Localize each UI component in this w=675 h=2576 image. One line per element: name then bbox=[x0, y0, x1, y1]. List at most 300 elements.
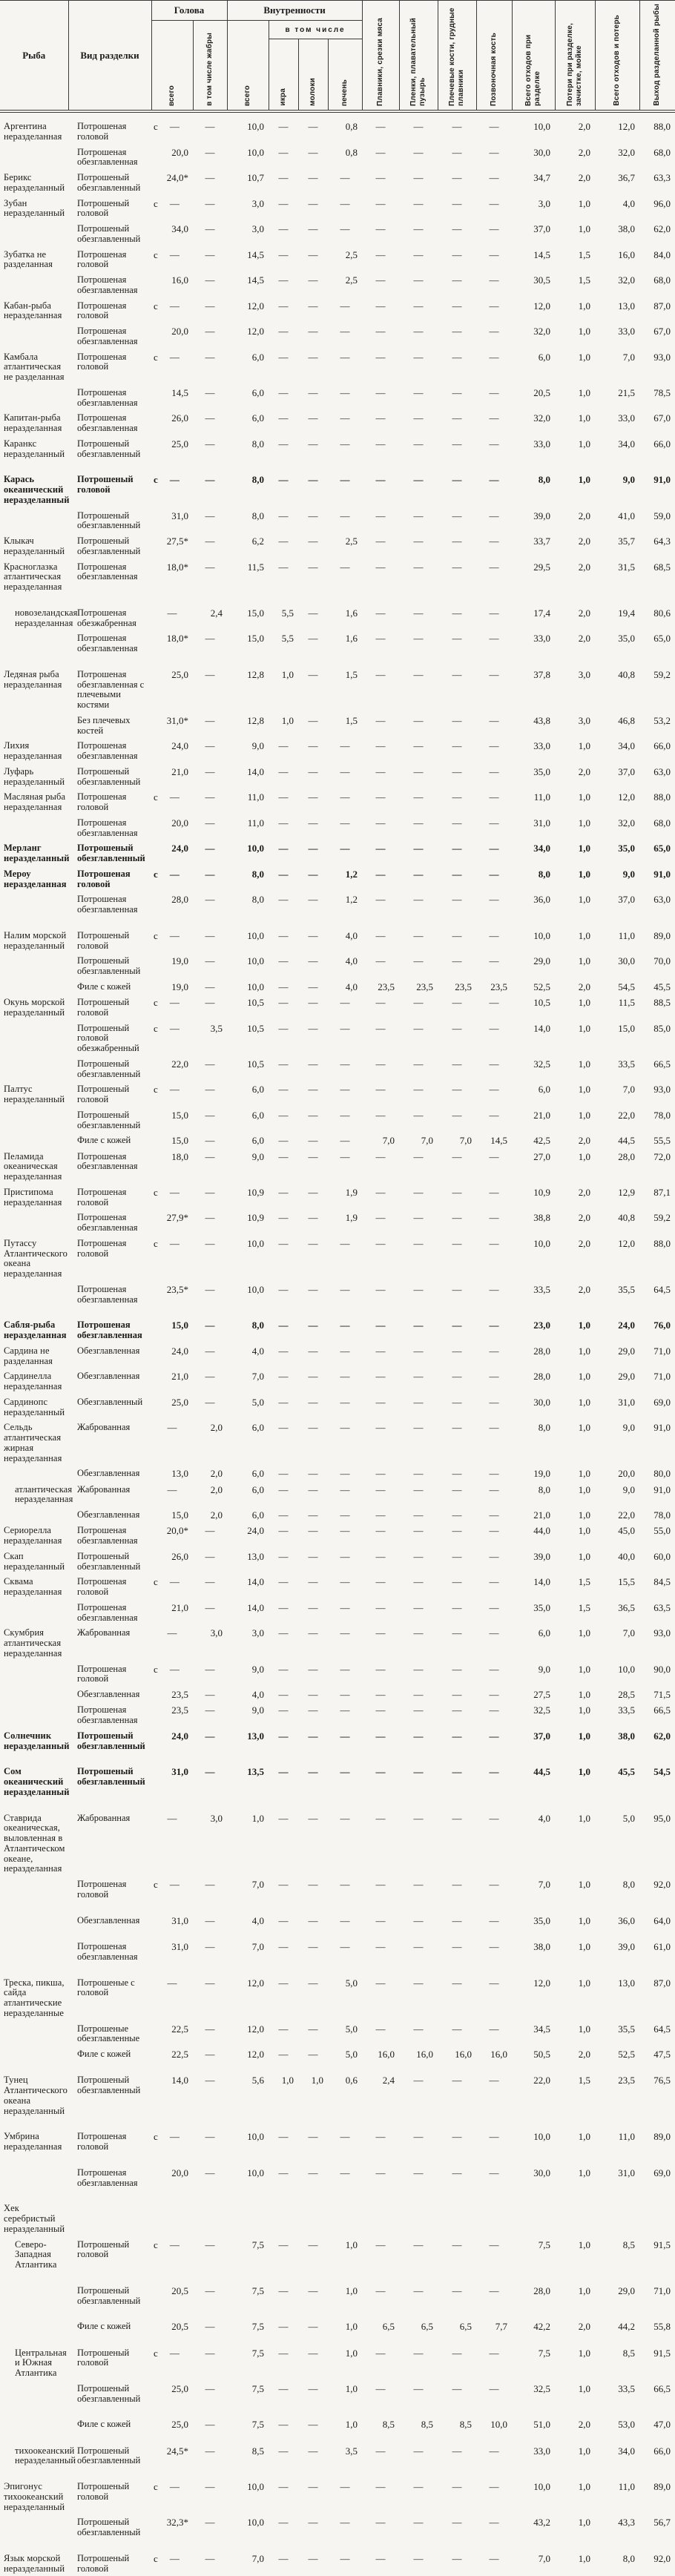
cell-value: 1,0 bbox=[328, 2237, 362, 2273]
cell-value: — bbox=[362, 2155, 399, 2191]
cell-value: с — bbox=[151, 247, 193, 273]
cell-value: 35,0 bbox=[595, 840, 639, 866]
cell-value: 4,0 bbox=[227, 1687, 269, 1702]
cell-value: 32,0 bbox=[595, 272, 639, 298]
cell-value: 1,0 bbox=[555, 1965, 595, 2021]
cell-value: — bbox=[362, 918, 399, 954]
cell-value: 1,0 bbox=[555, 892, 595, 918]
cell-value: 31,0 bbox=[151, 508, 193, 534]
cell-value: 87,0 bbox=[639, 1965, 675, 2021]
cell-value: с — bbox=[151, 2468, 193, 2514]
cell-value: — bbox=[269, 559, 298, 595]
cell-value: — bbox=[151, 1625, 193, 1661]
cell-value: 78,0 bbox=[639, 1507, 675, 1523]
table-row bbox=[0, 789, 675, 815]
table-row bbox=[0, 840, 675, 866]
cell-value: 7,5 bbox=[227, 2406, 269, 2432]
cell-value: — bbox=[362, 2273, 399, 2309]
cell-value: — bbox=[269, 1185, 298, 1210]
cell-value: — bbox=[193, 995, 227, 1021]
cell-value: 15,0 bbox=[151, 1107, 193, 1133]
cell-fish bbox=[0, 2381, 68, 2407]
cell-value: 4,0 bbox=[512, 1800, 555, 1877]
cell-value: — bbox=[193, 1600, 227, 1626]
cell-value: — bbox=[269, 196, 298, 222]
cell-value: 41,0 bbox=[595, 508, 639, 534]
cell-cut: Потрошеный обезглавленный bbox=[68, 1549, 151, 1575]
cell-value: — bbox=[362, 1600, 399, 1626]
cell-value: 4,0 bbox=[227, 1343, 269, 1369]
table-row bbox=[0, 1107, 675, 1133]
cell-value: — bbox=[362, 533, 399, 559]
cell-value: 12,0 bbox=[227, 323, 269, 349]
cell-value: — bbox=[362, 2021, 399, 2047]
cell-value: 5,5 bbox=[269, 630, 298, 656]
col-header-films: Пленки, плавательный пузырь bbox=[399, 1, 438, 111]
cell-cut: Потрошеный обезглавленный bbox=[68, 221, 151, 247]
cell-value: 26,0 bbox=[151, 410, 193, 436]
cell-value: 10,0 bbox=[227, 2118, 269, 2155]
cell-value: 45,5 bbox=[595, 1753, 639, 1799]
cell-value: 12,0 bbox=[227, 298, 269, 324]
cell-value: — bbox=[298, 918, 328, 954]
cell-value: 9,0 bbox=[227, 1702, 269, 1728]
cell-value: с — bbox=[151, 1021, 193, 1056]
cell-value: 33,0 bbox=[595, 410, 639, 436]
cell-fish: Окунь морской неразделанный bbox=[0, 995, 68, 1021]
cell-value: — bbox=[399, 953, 438, 979]
cell-value: — bbox=[269, 323, 298, 349]
cell-value: 1,0 bbox=[555, 1728, 595, 1754]
cell-cut: Потрошеный головой bbox=[68, 1081, 151, 1107]
cell-value: — bbox=[269, 298, 298, 324]
cell-value: — bbox=[269, 1728, 298, 1754]
cell-value: — bbox=[193, 559, 227, 595]
cell-value: 45,5 bbox=[639, 979, 675, 995]
cell-value: 10,0 bbox=[595, 1661, 639, 1687]
cell-value: 52,5 bbox=[512, 979, 555, 995]
cell-value: — bbox=[193, 2046, 227, 2062]
cell-value: — bbox=[193, 2308, 227, 2334]
cell-value: — bbox=[269, 113, 298, 145]
cell-value: 33,5 bbox=[512, 1282, 555, 1308]
cell-fish: Мероу неразделанная bbox=[0, 866, 68, 892]
cell-value: — bbox=[362, 323, 399, 349]
cell-value: 46,8 bbox=[595, 713, 639, 739]
cell-fish bbox=[0, 1661, 68, 1687]
table-row bbox=[0, 410, 675, 436]
cell-value: — bbox=[298, 436, 328, 462]
cell-value: — bbox=[269, 2540, 298, 2576]
cell-value: — bbox=[298, 1903, 328, 1928]
cell-value: 87,0 bbox=[639, 298, 675, 324]
cut-prefix: с bbox=[153, 931, 158, 941]
col-header-spine: Позвоночная кость bbox=[476, 1, 512, 111]
cell-value: 31,0 bbox=[595, 2155, 639, 2191]
cell-value: — bbox=[193, 2468, 227, 2514]
table-row bbox=[0, 979, 675, 995]
cell-value: 5,0 bbox=[328, 2046, 362, 2062]
cell-value: 20,5 bbox=[151, 2273, 193, 2309]
cell-cut: Потрошеная обезглавленная bbox=[68, 738, 151, 764]
cell-value: — bbox=[193, 1149, 227, 1185]
table-row bbox=[0, 196, 675, 222]
cell-value: — bbox=[476, 1728, 512, 1754]
cell-value: — bbox=[438, 1625, 476, 1661]
cell-value: — bbox=[438, 2514, 476, 2540]
table-row bbox=[0, 145, 675, 171]
cell-value: — bbox=[269, 1056, 298, 1082]
cell-value: 28,0 bbox=[595, 1149, 639, 1185]
cell-value: 64,5 bbox=[639, 2021, 675, 2047]
cut-prefix: с bbox=[153, 998, 158, 1008]
cell-value: — bbox=[399, 1021, 438, 1056]
cut-prefix: с bbox=[153, 1664, 158, 1675]
cell-value: — bbox=[399, 2335, 438, 2381]
cell-cut: Потрошеный обезглавленный bbox=[68, 533, 151, 559]
cell-value: — bbox=[476, 2514, 512, 2540]
cell-value: — bbox=[438, 1549, 476, 1575]
col-header-waste-total: Всего отходов при разделке bbox=[512, 1, 555, 111]
cell-value: — bbox=[193, 1056, 227, 1082]
cell-value: — bbox=[476, 1420, 512, 1466]
cell-value: 6,0 bbox=[512, 1625, 555, 1661]
cell-value: 1,0 bbox=[269, 2062, 298, 2118]
cell-value: — bbox=[298, 866, 328, 892]
cell-value: 7,0 bbox=[227, 2540, 269, 2576]
cell-cut: Потрошеная головой bbox=[68, 2118, 151, 2155]
cell-value: — bbox=[438, 1965, 476, 2021]
cell-value: 6,0 bbox=[227, 410, 269, 436]
cell-value: 1,9 bbox=[328, 1185, 362, 1210]
cell-value: — bbox=[438, 1149, 476, 1185]
col-header-fish: Рыба bbox=[0, 1, 68, 111]
cell-fish: Лихия неразделанная bbox=[0, 738, 68, 764]
cell-fish bbox=[0, 1903, 68, 1928]
cell-value: — bbox=[399, 1523, 438, 1549]
cell-value: — bbox=[269, 461, 298, 507]
table-row bbox=[0, 1282, 675, 1308]
cell-value: 31,0 bbox=[595, 1394, 639, 1420]
cell-value: 1,5 bbox=[555, 2062, 595, 2118]
cell-value: — bbox=[298, 1149, 328, 1185]
cell-value: 30,0 bbox=[512, 1394, 555, 1420]
cut-prefix: с bbox=[153, 122, 158, 132]
cell-value: — bbox=[298, 1133, 328, 1148]
table-row bbox=[0, 533, 675, 559]
cell-fish: Скап неразделанный bbox=[0, 1549, 68, 1575]
cell-value: — bbox=[298, 1210, 328, 1236]
cell-fish: атлантическая неразделанная bbox=[0, 1482, 68, 1508]
cell-value: — bbox=[193, 1877, 227, 1903]
cell-value: 31,0 bbox=[151, 1928, 193, 1965]
cell-value: — bbox=[298, 1081, 328, 1107]
cell-value: 84,0 bbox=[639, 247, 675, 273]
cell-cut: Филе с кожей bbox=[68, 1133, 151, 1148]
cell-value: 34,0 bbox=[595, 2433, 639, 2469]
cell-value: — bbox=[476, 508, 512, 534]
cell-value: — bbox=[438, 298, 476, 324]
cell-value: 1,5 bbox=[555, 1600, 595, 1626]
cell-value: — bbox=[328, 1928, 362, 1965]
cell-cut: Обезглавленная bbox=[68, 1368, 151, 1394]
cell-value: — bbox=[438, 892, 476, 918]
cell-value: — bbox=[328, 559, 362, 595]
cell-value: 1,5 bbox=[555, 247, 595, 273]
cell-value: — bbox=[362, 815, 399, 841]
cell-fish: Берикс неразделанный bbox=[0, 170, 68, 196]
cell-value: — bbox=[399, 533, 438, 559]
cell-fish bbox=[0, 713, 68, 739]
cell-value: — bbox=[269, 1149, 298, 1185]
cell-value: 1,0 bbox=[555, 410, 595, 436]
cut-prefix: с bbox=[153, 250, 158, 260]
cell-value: с — bbox=[151, 2118, 193, 2155]
table-row bbox=[0, 1753, 675, 1799]
cell-value: — bbox=[362, 2468, 399, 2514]
cell-value: 2,0 bbox=[555, 1210, 595, 1236]
table-row bbox=[0, 559, 675, 595]
cell-value: — bbox=[399, 2433, 438, 2469]
cell-value: 1,0 bbox=[555, 349, 595, 385]
cell-value: 18,0 bbox=[151, 1149, 193, 1185]
cell-cut: Потрошеная обезглавленная с плечевыми костями bbox=[68, 656, 151, 713]
cell-value: 2,0 bbox=[555, 1236, 595, 1282]
cell-value: — bbox=[476, 196, 512, 222]
cell-value: 68,0 bbox=[639, 272, 675, 298]
cell-value: 24,0* bbox=[151, 170, 193, 196]
cell-value: 37,0 bbox=[512, 1728, 555, 1754]
cell-value: — bbox=[193, 1687, 227, 1702]
cell-value: 65,0 bbox=[639, 630, 675, 656]
cell-cut: Потрошеный головой bbox=[68, 2335, 151, 2381]
cell-value: — bbox=[362, 559, 399, 595]
cell-value: — bbox=[298, 840, 328, 866]
table-row bbox=[0, 323, 675, 349]
cell-value: 8,5 bbox=[595, 2335, 639, 2381]
cell-value: 1,0 bbox=[555, 298, 595, 324]
cell-value: — bbox=[362, 713, 399, 739]
cell-value: — bbox=[298, 1728, 328, 1754]
cell-value: 66,0 bbox=[639, 2433, 675, 2469]
cell-value: — bbox=[193, 1702, 227, 1728]
cell-value: 11,0 bbox=[227, 789, 269, 815]
cell-value: — bbox=[298, 995, 328, 1021]
cell-value: — bbox=[298, 2118, 328, 2155]
cell-value: 71,0 bbox=[639, 2273, 675, 2309]
cell-cut: Потрошеный обезглавленный bbox=[68, 764, 151, 790]
cell-value: 8,0 bbox=[227, 461, 269, 507]
cell-value: 35,0 bbox=[512, 1903, 555, 1928]
cell-empty bbox=[151, 2190, 675, 2236]
cell-cut: Без плечевых костей bbox=[68, 713, 151, 739]
cell-value: — bbox=[476, 953, 512, 979]
cell-value: — bbox=[193, 1343, 227, 1369]
cell-value: — bbox=[328, 2118, 362, 2155]
table-row bbox=[0, 1021, 675, 1056]
cell-fish: новозеландская неразделанная bbox=[0, 595, 68, 631]
cell-value: — bbox=[269, 508, 298, 534]
cell-value: — bbox=[438, 1728, 476, 1754]
cell-value: — bbox=[476, 764, 512, 790]
cell-cut: Потрошеный обезглавленный bbox=[68, 2381, 151, 2407]
cell-value: — bbox=[328, 1307, 362, 1343]
cell-value: 7,5 bbox=[227, 2335, 269, 2381]
cell-value: — bbox=[476, 1368, 512, 1394]
cell-value: — bbox=[438, 349, 476, 385]
cell-value: — bbox=[476, 559, 512, 595]
cell-value: — bbox=[476, 1753, 512, 1799]
cell-value: — bbox=[438, 1107, 476, 1133]
table-row bbox=[0, 1307, 675, 1343]
cell-value: 1,0 bbox=[555, 1368, 595, 1394]
cell-value: — bbox=[298, 272, 328, 298]
cell-value: 89,0 bbox=[639, 918, 675, 954]
cell-value: 3,5 bbox=[328, 2433, 362, 2469]
cell-value: 14,5 bbox=[512, 247, 555, 273]
cell-value: 22,0 bbox=[595, 1107, 639, 1133]
cell-value: — bbox=[269, 892, 298, 918]
cell-value: 44,0 bbox=[512, 1523, 555, 1549]
table-row bbox=[0, 2237, 675, 2273]
cell-value: — bbox=[399, 436, 438, 462]
cell-cut: Потрошеная обезглавленная bbox=[68, 1928, 151, 1965]
cell-value: — bbox=[193, 2118, 227, 2155]
cell-value: 31,0 bbox=[151, 1753, 193, 1799]
cell-value: 80,6 bbox=[639, 595, 675, 631]
cell-value: — bbox=[476, 298, 512, 324]
cell-value: 32,0 bbox=[595, 815, 639, 841]
cell-value: 22,0 bbox=[151, 1056, 193, 1082]
cell-value: 11,0 bbox=[512, 789, 555, 815]
cell-fish bbox=[0, 1210, 68, 1236]
cell-value: 6,5 bbox=[399, 2308, 438, 2334]
cell-value: 30,0 bbox=[595, 953, 639, 979]
cell-value: 34,7 bbox=[512, 170, 555, 196]
cell-value: — bbox=[362, 1394, 399, 1420]
table-header bbox=[0, 1, 675, 111]
cell-value: — bbox=[362, 2381, 399, 2407]
cell-value: — bbox=[476, 2273, 512, 2309]
cell-value: — bbox=[362, 298, 399, 324]
cell-value: — bbox=[269, 2433, 298, 2469]
cell-value: 43,2 bbox=[512, 2514, 555, 2540]
cell-value: — bbox=[476, 272, 512, 298]
cell-value: 22,5 bbox=[151, 2046, 193, 2062]
cell-value: — bbox=[438, 1753, 476, 1799]
cell-cut: Потрошеный головой bbox=[68, 995, 151, 1021]
cell-fish bbox=[0, 323, 68, 349]
cell-cut: Потрошеная головой bbox=[68, 349, 151, 385]
cut-prefix: с bbox=[153, 1577, 158, 1587]
cell-value: 3,0 bbox=[512, 196, 555, 222]
cell-value: — bbox=[298, 1549, 328, 1575]
cell-value: — bbox=[193, 1307, 227, 1343]
cell-value: 1,0 bbox=[555, 2540, 595, 2576]
cut-prefix: с bbox=[153, 1880, 158, 1890]
cell-value: — bbox=[362, 1549, 399, 1575]
cell-value: — bbox=[362, 1056, 399, 1082]
cell-value: 66,5 bbox=[639, 1702, 675, 1728]
cell-value: — bbox=[362, 840, 399, 866]
cell-value: — bbox=[328, 1236, 362, 1282]
cell-value: 39,0 bbox=[512, 1549, 555, 1575]
cell-value: 95,0 bbox=[639, 1800, 675, 1877]
cell-value: — bbox=[269, 533, 298, 559]
cell-value: — bbox=[193, 2021, 227, 2047]
cell-cut: Потрошеный обезглавленный bbox=[68, 2273, 151, 2309]
cell-value: 30,0 bbox=[512, 2155, 555, 2191]
cell-value: — bbox=[193, 1133, 227, 1148]
cell-value: — bbox=[399, 113, 438, 145]
cell-value: — bbox=[298, 508, 328, 534]
cell-value: 38,0 bbox=[595, 1728, 639, 1754]
cell-value: — bbox=[399, 1661, 438, 1687]
cell-cut: Потрошеный обезглавленный bbox=[68, 953, 151, 979]
cell-value: — bbox=[399, 196, 438, 222]
cell-value: — bbox=[438, 461, 476, 507]
cell-value: — bbox=[328, 385, 362, 411]
cell-value: — bbox=[438, 2335, 476, 2381]
cell-value: — bbox=[438, 196, 476, 222]
cell-value: — bbox=[269, 1574, 298, 1600]
cell-cut: Потрошеный обезглавленный bbox=[68, 840, 151, 866]
cell-value: — bbox=[298, 196, 328, 222]
cell-value: — bbox=[438, 2433, 476, 2469]
cell-value: — bbox=[328, 789, 362, 815]
cell-value: 1,0 bbox=[555, 1877, 595, 1903]
cell-value: — bbox=[298, 2237, 328, 2273]
cell-value: 32,3* bbox=[151, 2514, 193, 2540]
cell-value: 7,5 bbox=[227, 2381, 269, 2407]
cell-cut: Потрошеная обезглавленная bbox=[68, 410, 151, 436]
cell-value: 24,0 bbox=[151, 1728, 193, 1754]
cell-fish bbox=[0, 385, 68, 411]
cell-value: — bbox=[151, 1965, 193, 2021]
cell-value: — bbox=[399, 1877, 438, 1903]
cell-value: 14,5 bbox=[227, 247, 269, 273]
cell-value: — bbox=[298, 713, 328, 739]
cell-value: — bbox=[269, 1021, 298, 1056]
cell-value: — bbox=[328, 323, 362, 349]
cell-value: 3,0 bbox=[193, 1625, 227, 1661]
cell-cut: Потрошеная головой bbox=[68, 1236, 151, 1282]
cell-value: 12,9 bbox=[595, 1185, 639, 1210]
cell-value: — bbox=[151, 1420, 193, 1466]
cut-prefix: с bbox=[153, 869, 158, 880]
cell-value: — bbox=[399, 738, 438, 764]
cell-value: — bbox=[298, 2433, 328, 2469]
cell-value: — bbox=[476, 1928, 512, 1965]
cell-value: 14,0 bbox=[227, 1600, 269, 1626]
cell-value: 64,3 bbox=[639, 533, 675, 559]
cell-value: — bbox=[438, 272, 476, 298]
cell-value: 8,0 bbox=[512, 1420, 555, 1466]
cell-value: — bbox=[438, 738, 476, 764]
cell-value: — bbox=[298, 2468, 328, 2514]
cell-value: — bbox=[298, 1800, 328, 1877]
cell-value: — bbox=[399, 1107, 438, 1133]
cell-value: — bbox=[438, 145, 476, 171]
cell-value: 8,0 bbox=[227, 866, 269, 892]
cell-value: 7,0 bbox=[512, 1877, 555, 1903]
cell-fish: Карась океанический неразделанный bbox=[0, 461, 68, 507]
cell-value: 44,2 bbox=[595, 2308, 639, 2334]
cell-value: 1,0 bbox=[555, 385, 595, 411]
cell-value: — bbox=[399, 918, 438, 954]
cell-cut: Потрошеные обезглавленные bbox=[68, 2021, 151, 2047]
cell-value: 1,0 bbox=[555, 1149, 595, 1185]
